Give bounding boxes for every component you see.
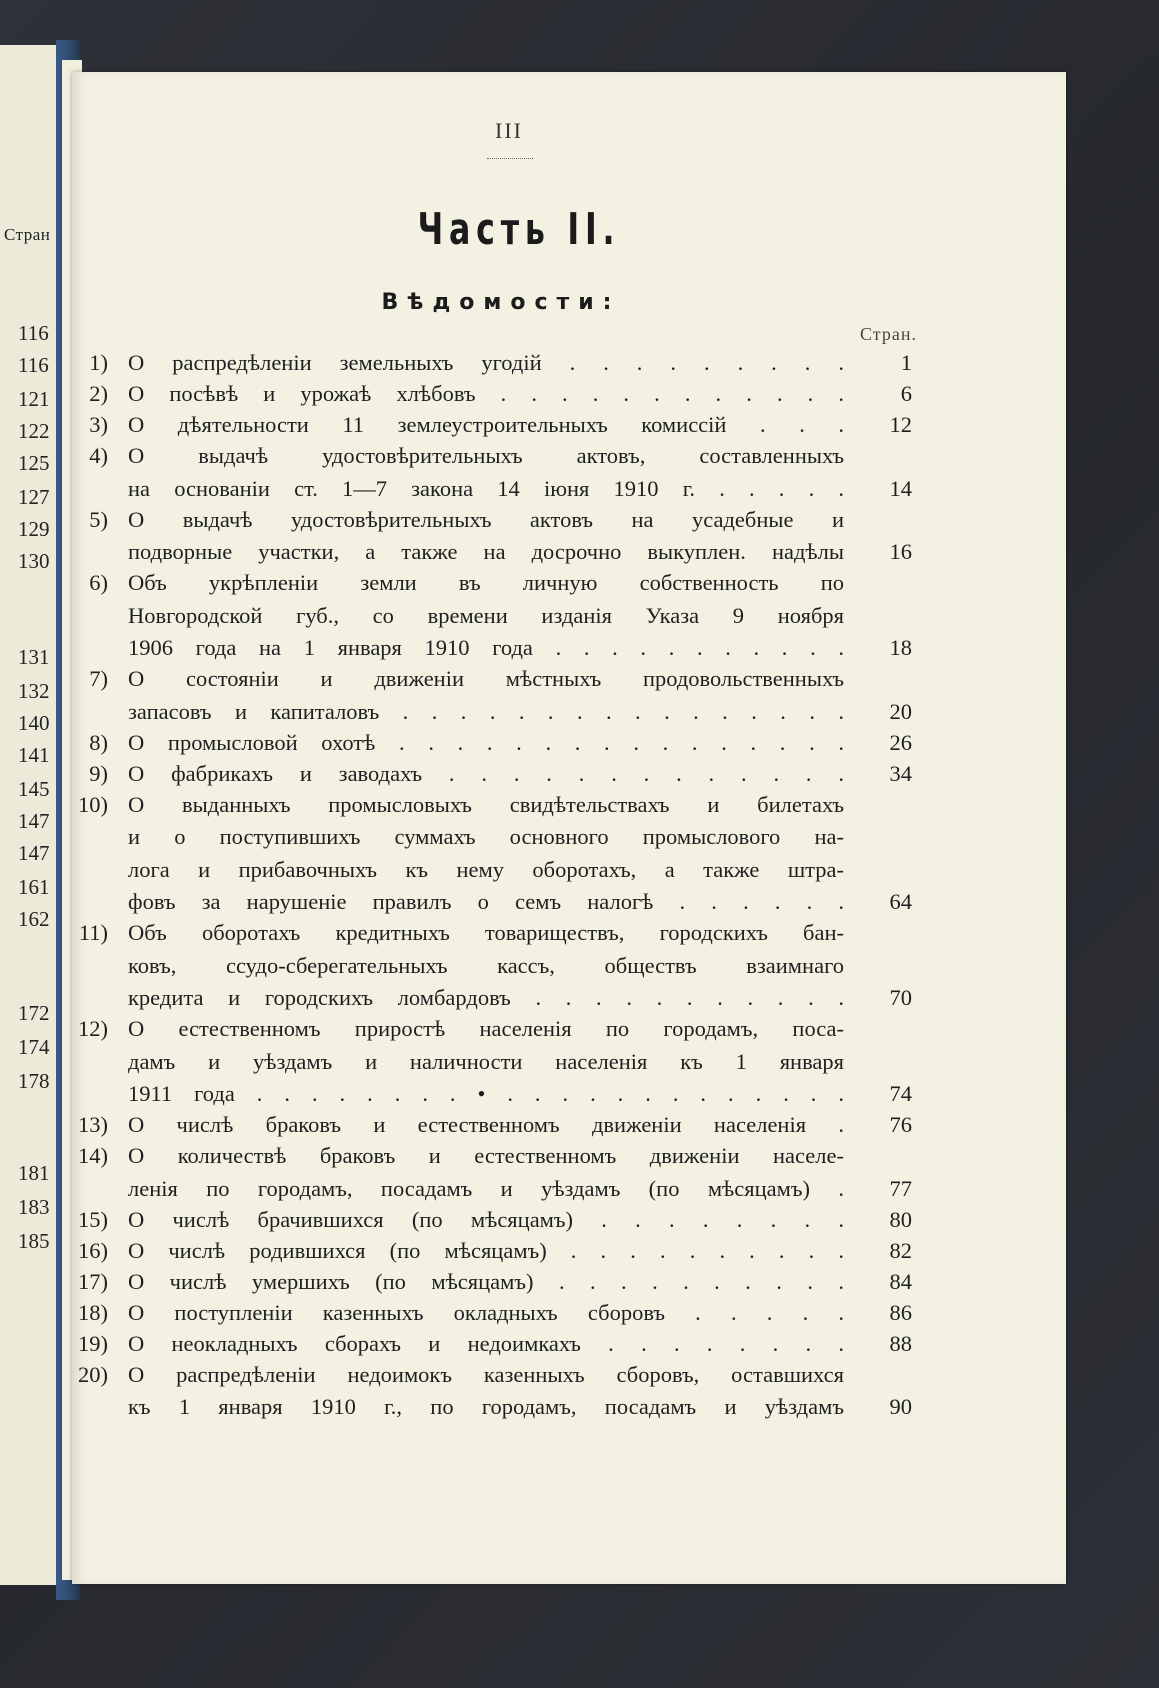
toc-entry-text: кредита и городскихъ ломбардовъ . . . . . . . . . . . bbox=[128, 985, 844, 1010]
toc-entry-text: О посѣвѣ и урожаѣ хлѣбовъ . . . . . . . . . . . . bbox=[128, 381, 844, 406]
toc-entry-page: 74 bbox=[889, 1081, 912, 1106]
page-number-divider bbox=[487, 158, 533, 159]
toc-entry-text: къ 1 января 1910 г., по городамъ, посадамъ и уѣздамъ bbox=[128, 1394, 844, 1419]
toc-line bbox=[0, 1112, 1000, 1142]
left-page-number: 132 bbox=[18, 679, 50, 703]
left-page-number: 147 bbox=[18, 841, 50, 865]
toc-line bbox=[0, 1143, 1000, 1173]
section-title: Вѣдомости: bbox=[381, 290, 621, 315]
toc-entry-page: 34 bbox=[889, 761, 912, 786]
left-page-header: Стран bbox=[4, 225, 51, 244]
toc-entry-page: 18 bbox=[889, 635, 912, 660]
toc-entry-page: 88 bbox=[889, 1331, 912, 1356]
left-page-number: 185 bbox=[18, 1229, 50, 1253]
toc-line bbox=[0, 412, 1000, 442]
toc-entry-page: 6 bbox=[900, 381, 912, 406]
toc-entry-text: 1906 года на 1 января 1910 года . . . . . . . . . . . bbox=[128, 635, 844, 660]
toc-entry-text: 1911 года . . . . . . . . • . . . . . . . . . . . . . bbox=[128, 1081, 844, 1106]
toc-line bbox=[0, 1207, 1000, 1237]
toc-entry-text: дамъ и уѣздамъ и наличности населенія къ 1 января bbox=[128, 1049, 844, 1074]
left-page-number: 131 bbox=[18, 645, 50, 669]
toc-entry-text: ковъ, ссудо-сберегательныхъ кассъ, обществъ взаимнаго bbox=[128, 953, 844, 978]
left-page-number: 140 bbox=[18, 711, 50, 735]
toc-entry-text: О выданныхъ промысловыхъ свидѣтельствахъ и билетахъ bbox=[128, 792, 844, 817]
toc-entry-text: О распредѣленіи земельныхъ угодій . . . . . . . . . bbox=[128, 350, 844, 375]
left-page-number: 125 bbox=[18, 451, 50, 475]
toc-entry-text: О поступленіи казенныхъ окладныхъ сборовъ . . . . . bbox=[128, 1300, 844, 1325]
toc-entry-text: О состояніи и движеніи мѣстныхъ продовольственныхъ bbox=[128, 666, 844, 691]
toc-entry-number: 17) bbox=[78, 1269, 108, 1294]
toc-entry-page: 70 bbox=[889, 985, 912, 1010]
left-page-number: 181 bbox=[18, 1161, 50, 1185]
toc-entry-page: 86 bbox=[889, 1300, 912, 1325]
toc-entry-number: 8) bbox=[89, 730, 108, 755]
toc-entry-number: 2) bbox=[89, 381, 108, 406]
toc-line bbox=[0, 666, 1000, 696]
left-page-number: 129 bbox=[18, 517, 50, 541]
toc-entry-text: О количествѣ браковъ и естественномъ движеніи населе- bbox=[128, 1143, 844, 1168]
left-page-number: 141 bbox=[18, 743, 50, 767]
left-page-number: 122 bbox=[18, 419, 50, 443]
toc-entry-page: 1 bbox=[900, 350, 912, 375]
toc-line bbox=[0, 1049, 1000, 1079]
left-page-number: 183 bbox=[18, 1195, 50, 1219]
toc-line bbox=[0, 443, 1000, 473]
toc-entry-text: О распредѣленіи недоимокъ казенныхъ сборовъ, оставшихся bbox=[128, 1362, 844, 1387]
toc-entry-number: 1) bbox=[89, 350, 108, 375]
toc-entry-text: фовъ за нарушеніе правилъ о семъ налогѣ . . . . . . bbox=[128, 889, 844, 914]
toc-line bbox=[0, 1362, 1000, 1392]
toc-line bbox=[0, 1081, 1000, 1111]
toc-entry-number: 5) bbox=[89, 507, 108, 532]
toc-entry-text: лога и прибавочныхъ къ нему оборотахъ, а также штра- bbox=[128, 857, 844, 882]
toc-entry-page: 12 bbox=[889, 412, 912, 437]
toc-entry-text: Новгородской губ., со времени изданія Указа 9 ноября bbox=[128, 603, 844, 628]
left-page-number: 172 bbox=[18, 1001, 50, 1025]
toc-line bbox=[0, 603, 1000, 633]
toc-line bbox=[0, 1394, 1000, 1424]
toc-entry-number: 15) bbox=[78, 1207, 108, 1232]
toc-line bbox=[0, 1016, 1000, 1046]
toc-line bbox=[0, 381, 1000, 411]
toc-entry-number: 7) bbox=[89, 666, 108, 691]
toc-entry-page: 64 bbox=[889, 889, 912, 914]
toc-entry-text: О числѣ умершихъ (по мѣсяцамъ) . . . . . . . . . . bbox=[128, 1269, 844, 1294]
toc-line bbox=[0, 1269, 1000, 1299]
left-page-number: 162 bbox=[18, 907, 50, 931]
toc-entry-page: 82 bbox=[889, 1238, 912, 1263]
toc-entry-number: 19) bbox=[78, 1331, 108, 1356]
toc-entry-text: О дѣятельности 11 землеустроительныхъ комиссій . . . bbox=[128, 412, 844, 437]
left-page-number: 147 bbox=[18, 809, 50, 833]
left-page-number: 116 bbox=[18, 353, 49, 377]
toc-line bbox=[0, 350, 1000, 380]
toc-entry-number: 20) bbox=[78, 1362, 108, 1387]
toc-entry-text: О естественномъ приростѣ населенія по городамъ, поса- bbox=[128, 1016, 844, 1041]
toc-line bbox=[0, 507, 1000, 537]
page-column-header: Стран. bbox=[860, 324, 917, 344]
toc-entry-page: 80 bbox=[889, 1207, 912, 1232]
left-page-number: 178 bbox=[18, 1069, 50, 1093]
toc-line bbox=[0, 953, 1000, 983]
toc-entry-page: 90 bbox=[889, 1394, 912, 1419]
toc-entry-number: 16) bbox=[78, 1238, 108, 1263]
toc-entry-number: 18) bbox=[78, 1300, 108, 1325]
toc-entry-text: О выдачѣ удостовѣрительныхъ актовъ, составленныхъ bbox=[128, 443, 844, 468]
left-page-number: 145 bbox=[18, 777, 50, 801]
toc-line bbox=[0, 476, 1000, 506]
left-page-number: 174 bbox=[18, 1035, 50, 1059]
toc-line bbox=[0, 1300, 1000, 1330]
toc-entry-number: 3) bbox=[89, 412, 108, 437]
toc-entry-text: О фабрикахъ и заводахъ . . . . . . . . . . . . . bbox=[128, 761, 844, 786]
toc-entry-text: О выдачѣ удостовѣрительныхъ актовъ на усадебные и bbox=[128, 507, 844, 532]
toc-entry-text: О неокладныхъ сборахъ и недоимкахъ . . . . . . . . bbox=[128, 1331, 844, 1356]
toc-entry-page: 26 bbox=[889, 730, 912, 755]
toc-entry-number: 13) bbox=[78, 1112, 108, 1137]
page-number: III bbox=[495, 118, 523, 143]
toc-line bbox=[0, 920, 1000, 950]
toc-line bbox=[0, 761, 1000, 791]
toc-line bbox=[0, 699, 1000, 729]
toc-entry-page: 77 bbox=[889, 1176, 912, 1201]
left-page-number: 130 bbox=[18, 549, 50, 573]
toc-entry-page: 76 bbox=[889, 1112, 912, 1137]
part-title: Часть II. bbox=[417, 204, 621, 255]
toc-entry-text: ленія по городамъ, посадамъ и уѣздамъ (по мѣсяцамъ) . bbox=[128, 1176, 844, 1201]
toc-line bbox=[0, 1176, 1000, 1206]
toc-entry-text: О числѣ родившихся (по мѣсяцамъ) . . . . . . . . . . bbox=[128, 1238, 844, 1263]
toc-entry-number: 11) bbox=[78, 920, 108, 945]
toc-line bbox=[0, 539, 1000, 569]
toc-entry-text: на основаніи ст. 1—7 закона 14 іюня 1910 г. . . . . . bbox=[128, 476, 844, 501]
toc-line bbox=[0, 889, 1000, 919]
toc-entry-text: Объ укрѣпленіи земли въ личную собственность по bbox=[128, 570, 844, 595]
toc-line bbox=[0, 635, 1000, 665]
toc-entry-number: 14) bbox=[78, 1143, 108, 1168]
toc-line bbox=[0, 1238, 1000, 1268]
toc-line bbox=[0, 570, 1000, 600]
toc-entry-text: О числѣ браковъ и естественномъ движеніи населенія . bbox=[128, 1112, 844, 1137]
toc-entry-page: 16 bbox=[889, 539, 912, 564]
toc-line bbox=[0, 730, 1000, 760]
toc-entry-text: запасовъ и капиталовъ . . . . . . . . . . . . . . . . bbox=[128, 699, 844, 724]
toc-line bbox=[0, 792, 1000, 822]
toc-line bbox=[0, 824, 1000, 854]
left-page-number: 116 bbox=[18, 321, 49, 345]
toc-entry-number: 4) bbox=[89, 443, 108, 468]
left-page-number: 161 bbox=[18, 875, 50, 899]
left-page-number: 127 bbox=[18, 485, 50, 509]
left-page-number: 121 bbox=[18, 387, 50, 411]
toc-entry-text: подворные участки, а также на досрочно выкуплен. надѣлы bbox=[128, 539, 844, 564]
toc-entry-number: 10) bbox=[78, 792, 108, 817]
toc-entry-number: 12) bbox=[78, 1016, 108, 1041]
toc-entry-text: Объ оборотахъ кредитныхъ товариществъ, городскихъ бан- bbox=[128, 920, 844, 945]
toc-entry-page: 20 bbox=[889, 699, 912, 724]
toc-line bbox=[0, 857, 1000, 887]
toc-entry-page: 84 bbox=[889, 1269, 912, 1294]
toc-entry-number: 9) bbox=[89, 761, 108, 786]
toc-entry-text: О промысловой охотѣ . . . . . . . . . . . . . . . . bbox=[128, 730, 844, 755]
toc-entry-text: О числѣ брачившихся (по мѣсяцамъ) . . . . . . . . bbox=[128, 1207, 844, 1232]
toc-line bbox=[0, 1331, 1000, 1361]
toc-entry-page: 14 bbox=[889, 476, 912, 501]
toc-entry-number: 6) bbox=[89, 570, 108, 595]
toc-line bbox=[0, 985, 1000, 1015]
toc-entry-text: и о поступившихъ суммахъ основного промыслового на- bbox=[128, 824, 844, 849]
